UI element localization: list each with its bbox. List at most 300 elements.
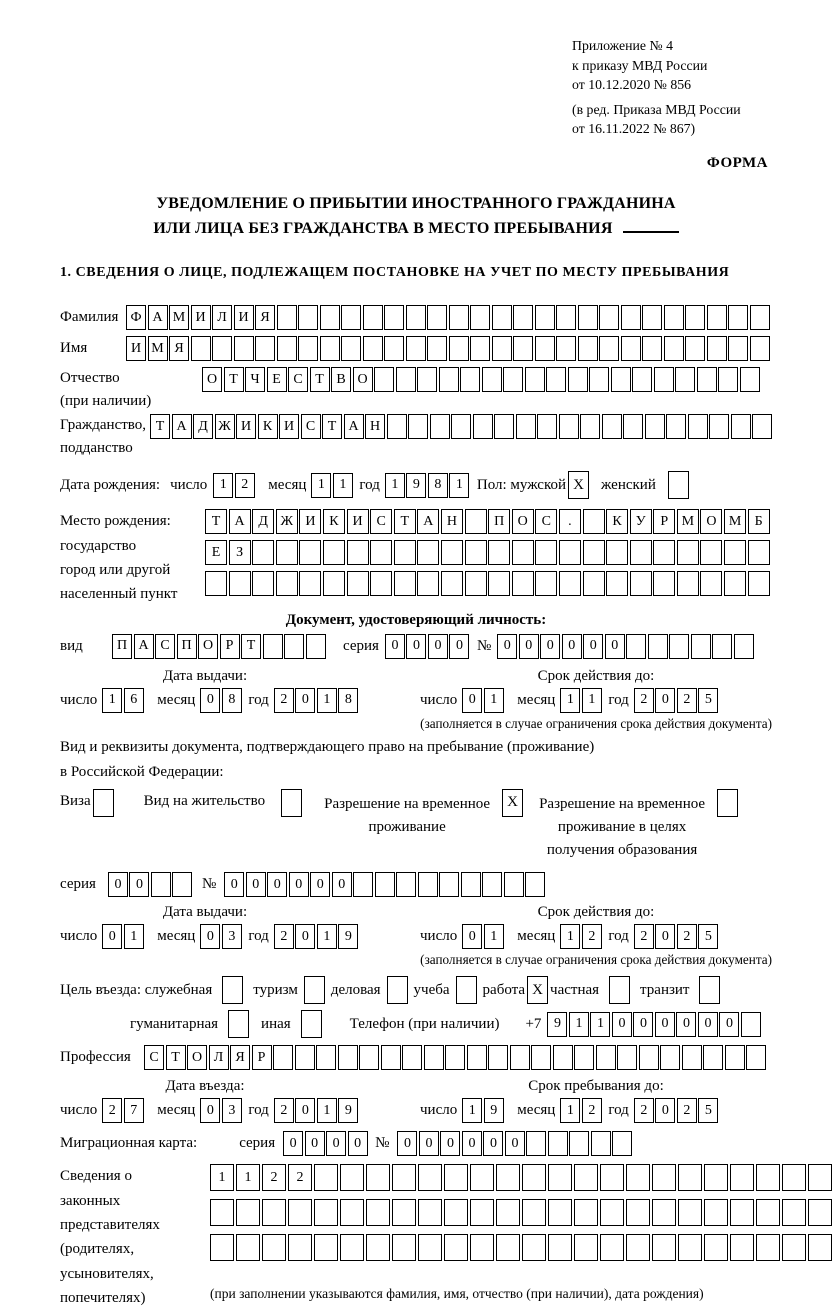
char-box[interactable] <box>210 1199 234 1226</box>
char-box[interactable] <box>583 509 605 534</box>
char-box[interactable] <box>323 540 345 565</box>
char-box[interactable]: 5 <box>698 688 718 713</box>
char-box[interactable] <box>685 305 705 330</box>
char-box[interactable] <box>559 414 579 439</box>
char-box[interactable] <box>488 540 510 565</box>
char-box[interactable] <box>548 1234 572 1261</box>
char-box[interactable]: 1 <box>462 1098 482 1123</box>
char-box[interactable]: 0 <box>428 634 448 659</box>
char-box[interactable]: 0 <box>200 1098 220 1123</box>
char-box[interactable]: 8 <box>428 473 448 498</box>
char-box[interactable] <box>704 1164 728 1191</box>
char-box[interactable] <box>748 571 770 596</box>
char-box[interactable]: 0 <box>108 872 128 897</box>
char-box[interactable]: 0 <box>655 1012 675 1037</box>
char-box[interactable]: 1 <box>449 473 469 498</box>
char-box[interactable]: 0 <box>633 1012 653 1037</box>
char-box[interactable] <box>417 571 439 596</box>
char-box[interactable]: П <box>488 509 510 534</box>
char-box[interactable]: Д <box>193 414 213 439</box>
char-box[interactable] <box>652 1199 676 1226</box>
char-box[interactable] <box>418 1164 442 1191</box>
char-box[interactable]: П <box>112 634 132 659</box>
char-box[interactable] <box>366 1199 390 1226</box>
char-box[interactable] <box>236 1234 260 1261</box>
char-box[interactable]: 5 <box>698 924 718 949</box>
doc-kind-cells[interactable] <box>112 634 327 659</box>
char-box[interactable] <box>691 634 711 659</box>
legal-reps-row1-cells[interactable] <box>210 1164 834 1191</box>
char-box[interactable]: С <box>301 414 321 439</box>
char-box[interactable]: Е <box>267 367 287 392</box>
char-box[interactable] <box>606 540 628 565</box>
char-box[interactable] <box>664 305 684 330</box>
char-box[interactable] <box>494 414 514 439</box>
char-box[interactable] <box>652 1234 676 1261</box>
char-box[interactable] <box>366 1234 390 1261</box>
char-box[interactable] <box>537 414 557 439</box>
char-box[interactable] <box>700 540 722 565</box>
char-box[interactable]: 1 <box>560 688 580 713</box>
char-box[interactable] <box>626 1164 650 1191</box>
residence-issue-month-cells[interactable] <box>200 924 243 949</box>
char-box[interactable] <box>394 540 416 565</box>
char-box[interactable] <box>808 1199 832 1226</box>
migration-series-cells[interactable] <box>283 1131 369 1156</box>
residence-permit-checkbox[interactable] <box>281 789 302 817</box>
char-box[interactable] <box>746 1045 766 1070</box>
purpose-business-checkbox[interactable] <box>387 976 408 1004</box>
char-box[interactable]: Т <box>205 509 227 534</box>
char-box[interactable] <box>210 1234 234 1261</box>
citizenship-cells[interactable] <box>150 414 774 439</box>
doc-series-cells[interactable] <box>385 634 471 659</box>
char-box[interactable] <box>151 872 171 897</box>
purpose-official-checkbox[interactable] <box>222 976 243 1004</box>
char-box[interactable]: 0 <box>655 688 675 713</box>
char-box[interactable]: 0 <box>698 1012 718 1037</box>
char-box[interactable] <box>748 540 770 565</box>
char-box[interactable] <box>427 336 447 361</box>
char-box[interactable] <box>752 414 772 439</box>
char-box[interactable]: А <box>417 509 439 534</box>
char-box[interactable] <box>470 1199 494 1226</box>
char-box[interactable]: Т <box>150 414 170 439</box>
char-box[interactable] <box>284 634 304 659</box>
char-box[interactable] <box>548 1199 572 1226</box>
char-box[interactable]: Р <box>653 509 675 534</box>
char-box[interactable] <box>526 1131 546 1156</box>
doc-valid-year-cells[interactable] <box>634 688 720 713</box>
char-box[interactable] <box>402 1045 422 1070</box>
char-box[interactable]: 2 <box>274 1098 294 1123</box>
char-box[interactable] <box>381 1045 401 1070</box>
char-box[interactable] <box>522 1199 546 1226</box>
char-box[interactable]: Т <box>241 634 261 659</box>
char-box[interactable]: К <box>323 509 345 534</box>
char-box[interactable] <box>451 414 471 439</box>
char-box[interactable]: И <box>191 305 211 330</box>
char-box[interactable]: 1 <box>311 473 331 498</box>
char-box[interactable] <box>496 1164 520 1191</box>
char-box[interactable]: А <box>148 305 168 330</box>
doc-valid-month-cells[interactable] <box>560 688 603 713</box>
char-box[interactable]: 0 <box>655 1098 675 1123</box>
surname-cells[interactable] <box>126 305 771 330</box>
char-box[interactable] <box>482 367 502 392</box>
char-box[interactable] <box>553 1045 573 1070</box>
char-box[interactable] <box>338 1045 358 1070</box>
char-box[interactable]: 0 <box>295 688 315 713</box>
purpose-private-checkbox[interactable] <box>609 976 630 1004</box>
char-box[interactable] <box>353 872 373 897</box>
char-box[interactable]: Т <box>224 367 244 392</box>
residence-valid-day-cells[interactable] <box>462 924 505 949</box>
char-box[interactable] <box>496 1234 520 1261</box>
char-box[interactable] <box>704 1199 728 1226</box>
char-box[interactable] <box>664 336 684 361</box>
char-box[interactable] <box>718 367 738 392</box>
char-box[interactable] <box>510 1045 530 1070</box>
char-box[interactable] <box>589 367 609 392</box>
char-box[interactable] <box>314 1164 338 1191</box>
char-box[interactable] <box>617 1045 637 1070</box>
char-box[interactable] <box>750 305 770 330</box>
char-box[interactable] <box>320 305 340 330</box>
char-box[interactable] <box>492 305 512 330</box>
char-box[interactable]: К <box>258 414 278 439</box>
char-box[interactable] <box>406 336 426 361</box>
stay-day-cells[interactable] <box>462 1098 505 1123</box>
char-box[interactable]: 1 <box>590 1012 610 1037</box>
char-box[interactable]: 1 <box>560 1098 580 1123</box>
char-box[interactable] <box>461 872 481 897</box>
char-box[interactable] <box>439 367 459 392</box>
char-box[interactable]: 2 <box>582 1098 602 1123</box>
char-box[interactable] <box>374 367 394 392</box>
char-box[interactable] <box>418 1199 442 1226</box>
char-box[interactable] <box>621 336 641 361</box>
char-box[interactable] <box>363 305 383 330</box>
char-box[interactable]: 0 <box>519 634 539 659</box>
char-box[interactable]: 2 <box>274 688 294 713</box>
char-box[interactable]: П <box>177 634 197 659</box>
char-box[interactable] <box>234 336 254 361</box>
char-box[interactable] <box>359 1045 379 1070</box>
char-box[interactable] <box>725 1045 745 1070</box>
char-box[interactable]: С <box>288 367 308 392</box>
residence-number-cells[interactable] <box>224 872 547 897</box>
stay-year-cells[interactable] <box>634 1098 720 1123</box>
char-box[interactable] <box>488 1045 508 1070</box>
char-box[interactable]: 0 <box>406 634 426 659</box>
char-box[interactable]: 2 <box>235 473 255 498</box>
char-box[interactable] <box>298 305 318 330</box>
doc-number-cells[interactable] <box>497 634 755 659</box>
char-box[interactable] <box>639 1045 659 1070</box>
char-box[interactable]: И <box>234 305 254 330</box>
birthplace-row3-cells[interactable] <box>205 571 771 596</box>
purpose-other-checkbox[interactable] <box>301 1010 322 1038</box>
char-box[interactable]: Ч <box>245 367 265 392</box>
purpose-humanitarian-checkbox[interactable] <box>228 1010 249 1038</box>
char-box[interactable] <box>724 571 746 596</box>
char-box[interactable] <box>306 634 326 659</box>
migration-number-cells[interactable] <box>397 1131 634 1156</box>
char-box[interactable]: М <box>169 305 189 330</box>
char-box[interactable] <box>465 509 487 534</box>
char-box[interactable]: Ж <box>276 509 298 534</box>
char-box[interactable] <box>295 1045 315 1070</box>
char-box[interactable]: 2 <box>262 1164 286 1191</box>
char-box[interactable]: 1 <box>124 924 144 949</box>
birthplace-row1-cells[interactable] <box>205 509 771 534</box>
char-box[interactable] <box>756 1234 780 1261</box>
char-box[interactable] <box>678 1199 702 1226</box>
sex-female-checkbox[interactable] <box>668 471 689 499</box>
char-box[interactable]: 1 <box>333 473 353 498</box>
char-box[interactable] <box>548 1131 568 1156</box>
doc-issue-day-cells[interactable] <box>102 688 145 713</box>
char-box[interactable]: О <box>512 509 534 534</box>
char-box[interactable] <box>496 1199 520 1226</box>
char-box[interactable]: 0 <box>397 1131 417 1156</box>
char-box[interactable] <box>444 1164 468 1191</box>
char-box[interactable]: 9 <box>547 1012 567 1037</box>
char-box[interactable]: 0 <box>483 1131 503 1156</box>
entry-month-cells[interactable] <box>200 1098 243 1123</box>
char-box[interactable] <box>808 1164 832 1191</box>
char-box[interactable] <box>574 1199 598 1226</box>
char-box[interactable] <box>645 414 665 439</box>
char-box[interactable]: 9 <box>338 924 358 949</box>
char-box[interactable]: 9 <box>406 473 426 498</box>
char-box[interactable]: 0 <box>676 1012 696 1037</box>
char-box[interactable] <box>707 336 727 361</box>
char-box[interactable]: 1 <box>484 924 504 949</box>
char-box[interactable] <box>299 540 321 565</box>
residence-valid-month-cells[interactable] <box>560 924 603 949</box>
char-box[interactable] <box>741 1012 761 1037</box>
char-box[interactable] <box>277 305 297 330</box>
char-box[interactable] <box>341 305 361 330</box>
birth-month-cells[interactable] <box>311 473 354 498</box>
char-box[interactable]: 0 <box>129 872 149 897</box>
char-box[interactable] <box>632 367 652 392</box>
char-box[interactable] <box>191 336 211 361</box>
char-box[interactable] <box>441 540 463 565</box>
char-box[interactable]: Е <box>205 540 227 565</box>
char-box[interactable] <box>556 305 576 330</box>
char-box[interactable] <box>320 336 340 361</box>
residence-issue-day-cells[interactable] <box>102 924 145 949</box>
char-box[interactable]: 0 <box>655 924 675 949</box>
phone-cells[interactable] <box>547 1012 762 1037</box>
char-box[interactable]: Р <box>252 1045 272 1070</box>
char-box[interactable] <box>678 1164 702 1191</box>
char-box[interactable] <box>465 540 487 565</box>
char-box[interactable] <box>392 1234 416 1261</box>
char-box[interactable] <box>276 571 298 596</box>
char-box[interactable] <box>678 1234 702 1261</box>
char-box[interactable]: Н <box>365 414 385 439</box>
char-box[interactable]: О <box>202 367 222 392</box>
char-box[interactable] <box>630 571 652 596</box>
char-box[interactable] <box>205 571 227 596</box>
edu-residence-permit-checkbox[interactable] <box>717 789 738 817</box>
entry-day-cells[interactable] <box>102 1098 145 1123</box>
char-box[interactable] <box>548 1164 572 1191</box>
char-box[interactable]: Л <box>212 305 232 330</box>
char-box[interactable] <box>392 1199 416 1226</box>
char-box[interactable]: 3 <box>222 1098 242 1123</box>
patronymic-cells[interactable] <box>202 367 761 392</box>
char-box[interactable] <box>675 367 695 392</box>
char-box[interactable]: Т <box>310 367 330 392</box>
char-box[interactable] <box>512 540 534 565</box>
char-box[interactable]: 0 <box>102 924 122 949</box>
char-box[interactable] <box>323 571 345 596</box>
char-box[interactable] <box>340 1199 364 1226</box>
char-box[interactable]: 8 <box>222 688 242 713</box>
char-box[interactable]: И <box>279 414 299 439</box>
char-box[interactable] <box>606 571 628 596</box>
char-box[interactable] <box>535 305 555 330</box>
purpose-transit-checkbox[interactable] <box>699 976 720 1004</box>
purpose-study-checkbox[interactable] <box>456 976 477 1004</box>
char-box[interactable]: 7 <box>124 1098 144 1123</box>
char-box[interactable] <box>347 540 369 565</box>
char-box[interactable] <box>682 1045 702 1070</box>
char-box[interactable] <box>262 1199 286 1226</box>
char-box[interactable] <box>578 336 598 361</box>
char-box[interactable]: Ф <box>126 305 146 330</box>
char-box[interactable]: 1 <box>560 924 580 949</box>
char-box[interactable] <box>688 414 708 439</box>
char-box[interactable] <box>525 367 545 392</box>
char-box[interactable] <box>559 571 581 596</box>
char-box[interactable] <box>730 1234 754 1261</box>
char-box[interactable]: Т <box>394 509 416 534</box>
char-box[interactable]: 0 <box>462 688 482 713</box>
purpose-work-checkbox[interactable]: X <box>527 976 548 1004</box>
char-box[interactable] <box>212 336 232 361</box>
char-box[interactable]: 6 <box>124 688 144 713</box>
char-box[interactable] <box>531 1045 551 1070</box>
char-box[interactable] <box>578 305 598 330</box>
char-box[interactable]: 2 <box>582 924 602 949</box>
char-box[interactable]: Я <box>169 336 189 361</box>
char-box[interactable]: 0 <box>283 1131 303 1156</box>
char-box[interactable] <box>660 1045 680 1070</box>
char-box[interactable] <box>513 336 533 361</box>
char-box[interactable] <box>556 336 576 361</box>
char-box[interactable] <box>756 1164 780 1191</box>
char-box[interactable] <box>522 1234 546 1261</box>
char-box[interactable] <box>642 305 662 330</box>
char-box[interactable] <box>596 1045 616 1070</box>
char-box[interactable] <box>298 336 318 361</box>
char-box[interactable]: 0 <box>310 872 330 897</box>
char-box[interactable] <box>709 414 729 439</box>
char-box[interactable]: 0 <box>505 1131 525 1156</box>
char-box[interactable]: Д <box>252 509 274 534</box>
char-box[interactable]: 0 <box>295 1098 315 1123</box>
char-box[interactable]: О <box>700 509 722 534</box>
char-box[interactable] <box>600 1234 624 1261</box>
char-box[interactable]: О <box>353 367 373 392</box>
sex-male-checkbox[interactable]: X <box>568 471 589 499</box>
char-box[interactable] <box>630 540 652 565</box>
char-box[interactable] <box>366 1164 390 1191</box>
char-box[interactable]: 0 <box>305 1131 325 1156</box>
char-box[interactable]: А <box>134 634 154 659</box>
char-box[interactable] <box>600 1199 624 1226</box>
char-box[interactable]: 0 <box>326 1131 346 1156</box>
char-box[interactable] <box>653 571 675 596</box>
char-box[interactable] <box>728 336 748 361</box>
char-box[interactable] <box>363 336 383 361</box>
char-box[interactable] <box>504 872 524 897</box>
char-box[interactable] <box>626 634 646 659</box>
char-box[interactable] <box>782 1199 806 1226</box>
char-box[interactable] <box>467 1045 487 1070</box>
char-box[interactable]: 1 <box>317 924 337 949</box>
char-box[interactable] <box>417 540 439 565</box>
char-box[interactable] <box>252 540 274 565</box>
char-box[interactable] <box>697 367 717 392</box>
char-box[interactable]: Т <box>322 414 342 439</box>
char-box[interactable] <box>512 571 534 596</box>
char-box[interactable]: Л <box>209 1045 229 1070</box>
char-box[interactable]: К <box>606 509 628 534</box>
char-box[interactable] <box>559 540 581 565</box>
char-box[interactable] <box>525 872 545 897</box>
char-box[interactable] <box>347 571 369 596</box>
char-box[interactable] <box>669 634 689 659</box>
char-box[interactable]: 0 <box>289 872 309 897</box>
birth-day-cells[interactable] <box>213 473 256 498</box>
char-box[interactable]: 1 <box>317 1098 337 1123</box>
char-box[interactable] <box>252 571 274 596</box>
char-box[interactable] <box>341 336 361 361</box>
char-box[interactable] <box>314 1199 338 1226</box>
char-box[interactable] <box>600 1164 624 1191</box>
char-box[interactable] <box>677 540 699 565</box>
char-box[interactable]: А <box>229 509 251 534</box>
char-box[interactable] <box>439 872 459 897</box>
char-box[interactable]: И <box>299 509 321 534</box>
char-box[interactable]: 0 <box>348 1131 368 1156</box>
doc-issue-month-cells[interactable] <box>200 688 243 713</box>
legal-reps-row3-cells[interactable] <box>210 1234 834 1261</box>
char-box[interactable]: 0 <box>200 924 220 949</box>
char-box[interactable] <box>648 634 668 659</box>
char-box[interactable]: 1 <box>484 688 504 713</box>
char-box[interactable]: 0 <box>605 634 625 659</box>
char-box[interactable]: 0 <box>224 872 244 897</box>
char-box[interactable] <box>535 540 557 565</box>
char-box[interactable]: 0 <box>200 688 220 713</box>
char-box[interactable]: 0 <box>267 872 287 897</box>
char-box[interactable] <box>470 1234 494 1261</box>
char-box[interactable]: С <box>535 509 557 534</box>
birthplace-row2-cells[interactable] <box>205 540 771 565</box>
doc-valid-day-cells[interactable] <box>462 688 505 713</box>
char-box[interactable]: 1 <box>582 688 602 713</box>
char-box[interactable] <box>677 571 699 596</box>
doc-issue-year-cells[interactable] <box>274 688 360 713</box>
